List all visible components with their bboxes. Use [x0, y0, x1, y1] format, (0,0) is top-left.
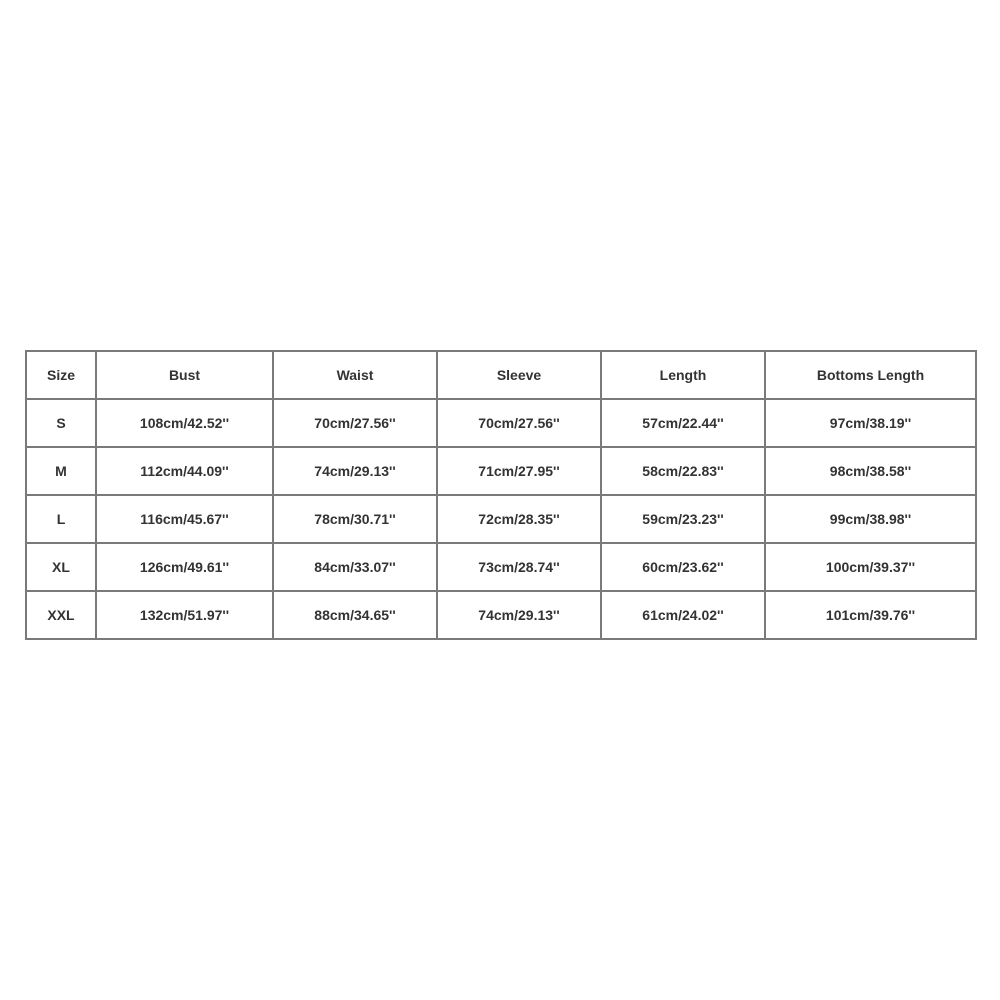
measurement-cell: 57cm/22.44'' — [601, 399, 765, 447]
measurement-cell: 71cm/27.95'' — [437, 447, 601, 495]
measurement-cell: 59cm/23.23'' — [601, 495, 765, 543]
measurement-cell: 70cm/27.56'' — [273, 399, 437, 447]
table-row — [26, 399, 976, 447]
column-header: Size — [26, 351, 96, 399]
measurement-cell: 74cm/29.13'' — [273, 447, 437, 495]
measurement-cell: 99cm/38.98'' — [765, 495, 976, 543]
measurement-cell: 58cm/22.83'' — [601, 447, 765, 495]
measurement-cell: 70cm/27.56'' — [437, 399, 601, 447]
measurement-cell: 132cm/51.97'' — [96, 591, 273, 639]
measurement-cell: 98cm/38.58'' — [765, 447, 976, 495]
table-row — [26, 495, 976, 543]
measurement-cell: 78cm/30.71'' — [273, 495, 437, 543]
measurement-cell: 61cm/24.02'' — [601, 591, 765, 639]
measurement-cell: 60cm/23.62'' — [601, 543, 765, 591]
table-row — [26, 543, 976, 591]
size-label-cell: L — [26, 495, 96, 543]
column-header: Waist — [273, 351, 437, 399]
measurement-cell: 97cm/38.19'' — [765, 399, 976, 447]
measurement-cell: 101cm/39.76'' — [765, 591, 976, 639]
measurement-cell: 72cm/28.35'' — [437, 495, 601, 543]
size-label-cell: XL — [26, 543, 96, 591]
column-header: Sleeve — [437, 351, 601, 399]
measurement-cell: 108cm/42.52'' — [96, 399, 273, 447]
size-label-cell: M — [26, 447, 96, 495]
size-label-cell: XXL — [26, 591, 96, 639]
size-label-cell: S — [26, 399, 96, 447]
measurement-cell: 88cm/34.65'' — [273, 591, 437, 639]
measurement-cell: 84cm/33.07'' — [273, 543, 437, 591]
measurement-cell: 100cm/39.37'' — [765, 543, 976, 591]
column-header: Bust — [96, 351, 273, 399]
column-header: Length — [601, 351, 765, 399]
measurement-cell: 73cm/28.74'' — [437, 543, 601, 591]
table-body — [26, 399, 976, 639]
table-header-row — [26, 351, 976, 399]
table-row — [26, 591, 976, 639]
size-chart-table — [25, 350, 977, 640]
table-row — [26, 447, 976, 495]
measurement-cell: 126cm/49.61'' — [96, 543, 273, 591]
measurement-cell: 112cm/44.09'' — [96, 447, 273, 495]
measurement-cell: 74cm/29.13'' — [437, 591, 601, 639]
measurement-cell: 116cm/45.67'' — [96, 495, 273, 543]
column-header: Bottoms Length — [765, 351, 976, 399]
